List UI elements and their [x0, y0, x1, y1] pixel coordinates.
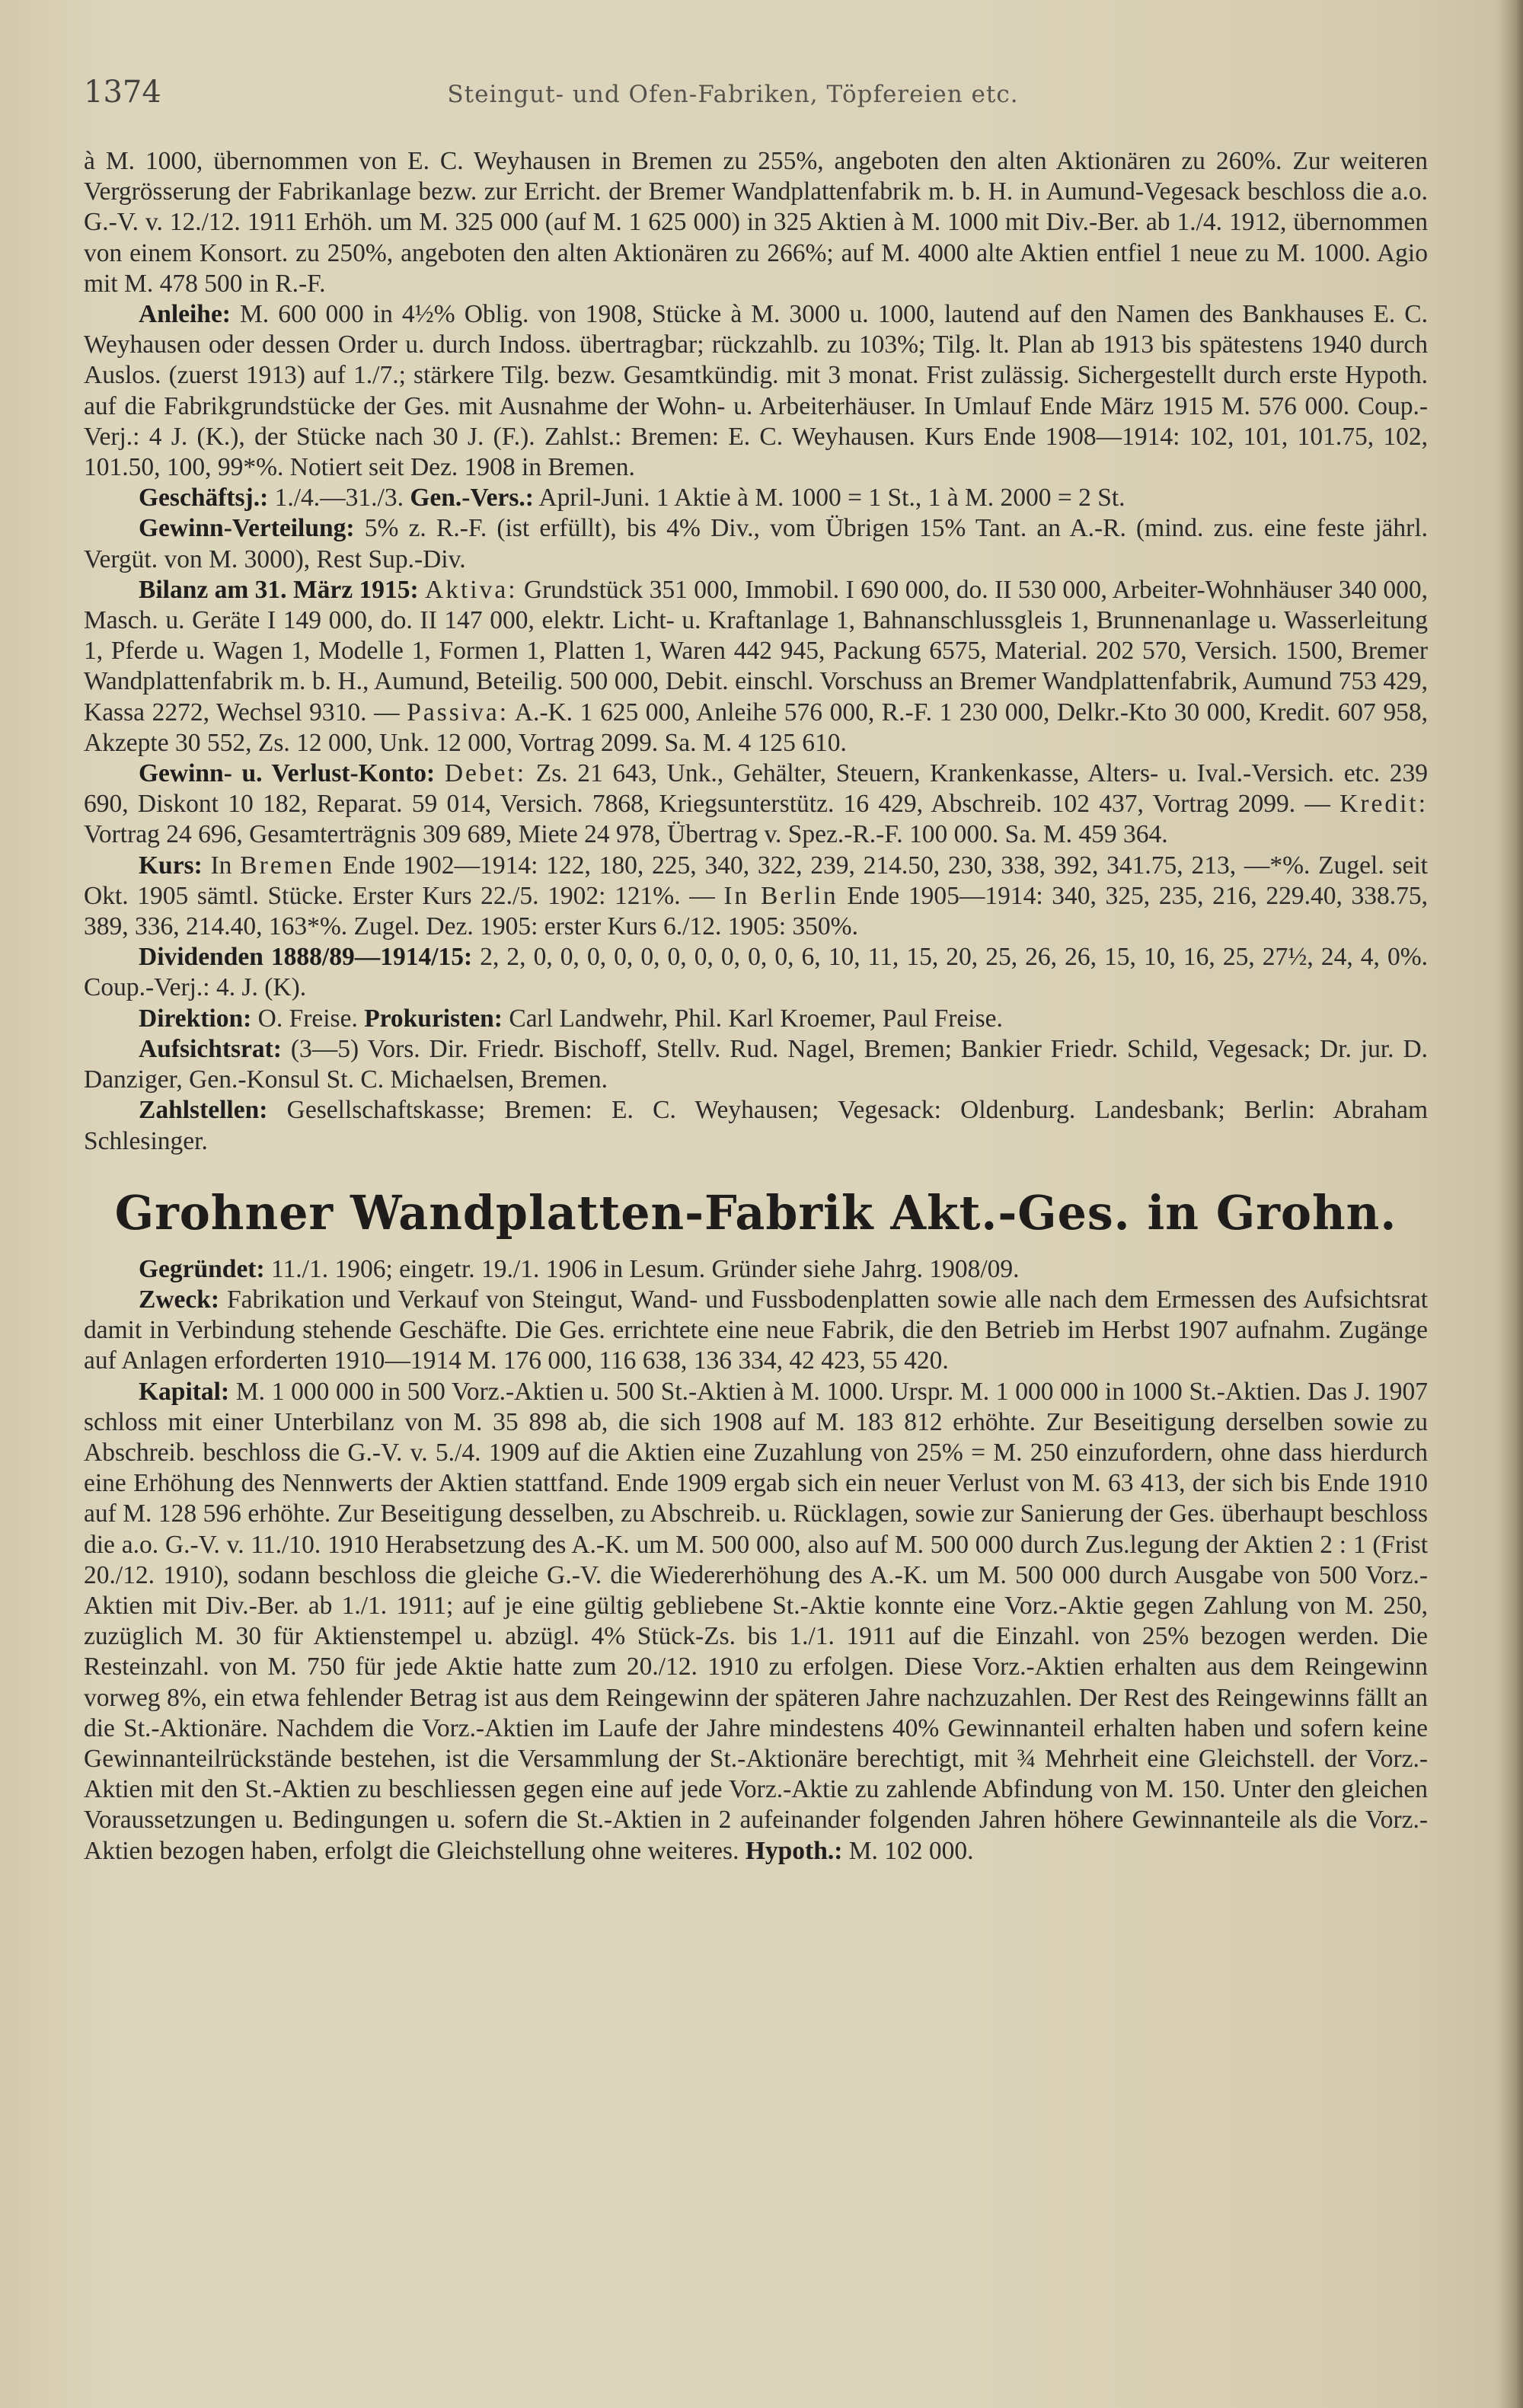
running-title: Steingut- und Ofen-Fabriken, Töpfereien etc. [447, 81, 1019, 108]
continuation-section [84, 146, 1428, 1157]
geschaeftsjahr-paragraph [84, 483, 1428, 513]
gegruendet-text: 11./1. 1906; eingetr. 19./1. 1906 in Lesum. Gründer siehe Jahrg. 1908/09. [271, 1254, 1020, 1283]
passiva-word: Passiva: [407, 698, 509, 727]
kurs-paragraph [84, 851, 1428, 943]
zahlstellen-label: Zahlstellen: [139, 1096, 268, 1125]
aktiva-word: Aktiva: [425, 575, 518, 604]
kurs-berlin-text: Ende 1905—1914: 340, 325, 235, 216, 229.40, 338.75, 389, 336, 214.40, 163*%. Zugel. Dez. 1905: erster Kurs 6./12. 1905: 350%. [84, 881, 1429, 941]
genvers-text: April-Juni. 1 Aktie à M. 1000 = 1 St., 1 à M. 2000 = 2 St. [538, 484, 1125, 513]
company-section [84, 1254, 1428, 1867]
aufsichtsrat-text: (3—5) Vors. Dir. Friedr. Bischoff, Stellv. Rud. Nagel, Bremen; Bankier Friedr. Schild, Vegesack; Dr. jur. D. Danziger, Gen.-Konsul St. C. Michaelsen, Bremen. [84, 1034, 1429, 1094]
genvers-label: Gen.-Vers.: [410, 484, 534, 513]
geschaeftsjahr-label: Geschäftsj.: [139, 484, 269, 513]
direktion-text: O. Freise. [257, 1004, 358, 1033]
page-content [84, 46, 1428, 1867]
prokuristen-text: Carl Landwehr, Phil. Karl Kroemer, Paul Freise. [509, 1004, 1003, 1033]
dividenden-paragraph [84, 942, 1428, 1003]
guv-kredit-text: Vortrag 24 696, Gesamterträgnis 309 689, Miete 24 978, Übertrag v. Spez.-R.-F. 100 000. Sa. M. 459 364. [84, 820, 1168, 849]
dividenden-label: Dividenden 1888/89—1914/15: [139, 943, 473, 972]
anleihe-paragraph [84, 299, 1428, 483]
gewinnverteilung-text: 5% z. R.-F. (ist erfüllt), bis 4% Div., vom Übrigen 15% Tant. an A.-R. (mind. zus. eine feste jährl. Vergüt. von M. 3000), Rest Sup.-Div. [84, 514, 1429, 573]
kurs-bremen-text: Ende 1902—1914: 122, 180, 225, 340, 322, 239, 214.50, 230, 338, 392, 341.75, 213, —*%. Zugel. seit Okt. 1905 sämtl. Stücke. Erster Kurs 22./5. 1902: 121%. — [84, 851, 1428, 910]
direktion-label: Direktion: [139, 1004, 252, 1033]
zahlstellen-text: Gesellschaftskasse; Bremen: E. C. Weyhausen; Vegesack: Oldenburg. Landesbank; Berlin: Abraham Schlesinger. [84, 1096, 1429, 1155]
hypoth-label: Hypoth.: [745, 1836, 843, 1865]
anleihe-label: Anleihe: [139, 300, 231, 329]
bilanz-paragraph [84, 575, 1428, 758]
kurs-in: In [210, 851, 232, 880]
page-number: 1374 [84, 75, 161, 110]
guv-debet-text: Zs. 21 643, Unk., Gehälter, Steuern, Krankenkasse, Alters- u. Ival.-Versich. etc. 239 690, Diskont 10 182, Reparat. 59 014, Versich. 7868, Kriegsunterstütz. 16 429, Abschreib. 102 437, Vortrag 2099. — [84, 759, 1428, 819]
anleihe-text: M. 600 000 in 4½% Oblig. von 1908, Stücke à M. 3000 u. 1000, lautend auf den Namen des Bankhauses E. C. Weyhausen oder dessen Order u. durch Indoss. übertragbar; rückzahlb. zu 103%; Tilg. lt. Plan ab 1913 bis spätestens 1940 durch Auslos. (zuerst 1913) auf 1./7.; stärkere Tilg. bezw. Gesamtkündig. mit 3 monat. Frist zulässig. Sichergestellt durch erste Hypoth. auf die Fabrikgrundstücke der Ges. mit Ausnahme der Wohn- u. Arbeiterhäuser. In Umlauf Ende März 1915 M. 576 000. Coup.-Verj.: 4 J. (K.), der Stücke nach 30 J. (F.). Zahlst.: Bremen: E. C. Weyhausen. Kurs Ende 1908—1914: 102, 101, 101.75, 102, 101.50, 100, 99*%. Notiert seit Dez. 1908 in Bremen. [84, 300, 1428, 482]
gewinnverteilung-paragraph [84, 513, 1428, 574]
kredit-word: Kredit: [1339, 790, 1429, 819]
kapital-paragraph [84, 1377, 1428, 1867]
hypoth-text: M. 102 000. [848, 1836, 974, 1865]
kapital-label: Kapital: [139, 1377, 230, 1406]
zweck-paragraph [84, 1285, 1428, 1377]
guv-paragraph [84, 758, 1428, 851]
passiva-text: A.-K. 1 625 000, Anleihe 576 000, R.-F. 1 230 000, Delkr.-Kto 30 000, Kredit. 607 958, Akzepte 30 552, Zs. 12 000, Unk. 12 000, Vortrag 2099. Sa. M. 4 125 610. [84, 698, 1428, 757]
zahlstellen-paragraph [84, 1095, 1428, 1156]
debet-word: Debet: [444, 759, 527, 788]
aufsichtsrat-paragraph [84, 1034, 1428, 1095]
gegruendet-paragraph [84, 1254, 1428, 1285]
bilanz-text: Grundstück 351 000, Immobil. I 690 000, do. II 530 000, Arbeiter-Wohnhäuser 340 000, Masch. u. Geräte I 149 000, do. II 147 000, elektr. Licht- u. Kraftanlage 1, Bahnanschlussgleis 1, Brunnenanlage u. Wasserleitung 1, Pferde u. Wagen 1, Modelle 1, Formen 1, Platten 1, Waren 442 945, Packung 6575, Material. 202 570, Versich. 1500, Bremer Wandplattenfabrik m. b. H., Aumund, Beteilig. 500 000, Debit. einschl. Vorschuss an Bremer Wandplattenfabrik, Aumund 753 429, Kassa 2272, Wechsel 9310. — [84, 575, 1428, 727]
running-head [84, 46, 1428, 110]
aufsichtsrat-label: Aufsichtsrat: [139, 1034, 282, 1063]
kurs-label: Kurs: [139, 851, 203, 880]
direktion-paragraph [84, 1004, 1428, 1034]
gegruendet-label: Gegründet: [139, 1254, 265, 1283]
kurs-berlin: In Berlin [723, 881, 838, 910]
gewinnverteilung-label: Gewinn-Verteilung: [139, 514, 355, 543]
prokuristen-label: Prokuristen: [364, 1004, 503, 1033]
kapital-text: M. 1 000 000 in 500 Vorz.-Aktien u. 500 St.-Aktien à M. 1000. Urspr. M. 1 000 000 in 1000 St.-Aktien. Das J. 1907 schloss mit einer Unterbilanz von M. 35 898 ab, die sich 1908 auf M. 183 812 erhöhte. Zur Beseitigung derselben sowie zu Abschreib. beschloss die G.-V. v. 5./4. 1909 auf die Aktien eine Zuzahlung von 25% = M. 250 einzufordern, ohne dass hierdurch eine Erhöhung des Nennwerts der Aktien stattfand. Ende 1909 ergab sich ein neuer Verlust von M. 63 413, der sich bis Ende 1910 auf M. 128 596 erhöhte. Zur Beseitigung desselben, zu Abschreib. u. Rücklagen, sowie zur Sanierung der Ges. überhaupt beschloss die a.o. G.-V. v. 11./10. 1910 Herabsetzung des A.-K. um M. 500 000, also auf M. 500 000 durch Zus.legung der Aktien 2 : 1 (Frist 20./12. 1910), sodann beschloss die gleiche G.-V. die Wiedererhöhung des A.-K. um M. 500 000 durch Ausgabe von 500 Vorz.-Aktien mit Div.-Ber. ab 1./1. 1911; auf je eine gültig gebliebene St.-Aktie konnte eine Vorz.-Aktie gegen Zahlung von M. 250, zuzüglich M. 30 für Aktienstempel u. abzügl. 4% Stück-Zs. bis 1./1. 1911 auf die Einzahl. von 25% bezogen werden. Die Resteinzahl. von M. 750 für jede Aktie hatte zum 20./12. 1910 zu erfolgen. Diese Vorz.-Aktien erhalten aus dem Reingewinn vorweg 8%, ein etwa fehlender Betrag ist aus dem Reingewinn der späteren Jahre nachzuzahlen. Der Rest des Reingewinns fällt an die St.-Aktionäre. Nachdem die Vorz.-Aktien im Laufe der Jahre mindestens 40% Gewinnanteil erhalten haben und sofern keine Gewinnanteilrückstände bestehen, ist die Versammlung der St.-Aktionäre berechtigt, mit ¾ Mehrheit eine Gleichstell. der Vorz.-Aktien mit den St.-Aktien zu beschliessen gegen eine auf jede Vorz.-Aktie zu zahlende Abfindung von M. 150. Unter den gleichen Voraussetzungen u. Bedingungen u. sofern die St.-Aktien in 2 aufeinander folgenden Jahren höhere Gewinnanteile als die Vorz.-Aktien bezogen haben, erfolgt die Gleichstellung ohne weiteres. [84, 1377, 1429, 1865]
kurs-bremen: Bremen [240, 851, 335, 880]
capital-continuation-paragraph: à M. 1000, übernommen von E. C. Weyhausen in Bremen zu 255%, angeboten den alten Aktionären zu 260%. Zur weiteren Vergrösserung der Fabrikanlage bezw. zur Erricht. der Bremer Wandplattenfabrik m. b. H. in Aumund-Vegesack beschloss die a.o. G.-V. v. 12./12. 1911 Erhöh. um M. 325 000 (auf M. 1 625 000) in 325 Aktien à M. 1000 mit Div.-Ber. ab 1./4. 1912, übernommen von einem Konsort. zu 250%, angeboten den alten Aktionären zu 266%; auf M. 4000 alte Aktien entfiel 1 neue zu M. 1000. Agio mit M. 478 500 in R.-F. [84, 147, 1428, 298]
bilanz-label: Bilanz am 31. März 1915: [139, 575, 419, 604]
zweck-text: Fabrikation und Verkauf von Steingut, Wand- und Fussbodenplatten sowie alle nach dem Ermessen des Aufsichtsrat damit in Verbindung stehende Geschäfte. Die Ges. errichtete eine neue Fabrik, die den Betrieb im Herbst 1907 aufnahm. Zugänge auf Anlagen erforderten 1910—1914 M. 176 000, 116 638, 136 334, 42 423, 55 420. [84, 1285, 1428, 1375]
dividenden-text: 2, 2, 0, 0, 0, 0, 0, 0, 0, 0, 0, 0, 6, 10, 11, 15, 20, 25, 26, 26, 15, 10, 16, 25, 27½, 24, 4, 0%. Coup.-Verj.: 4. J. (K). [84, 943, 1429, 1002]
page-binding-shadow [1497, 0, 1523, 2408]
zweck-label: Zweck: [139, 1285, 220, 1314]
geschaeftsjahr-text: 1./4.—31./3. [274, 484, 404, 513]
guv-label: Gewinn- u. Verlust-Konto: [139, 759, 436, 788]
company-heading: Grohner Wandplatten-Fabrik Akt.-Ges. in Grohn. [114, 1184, 1397, 1241]
